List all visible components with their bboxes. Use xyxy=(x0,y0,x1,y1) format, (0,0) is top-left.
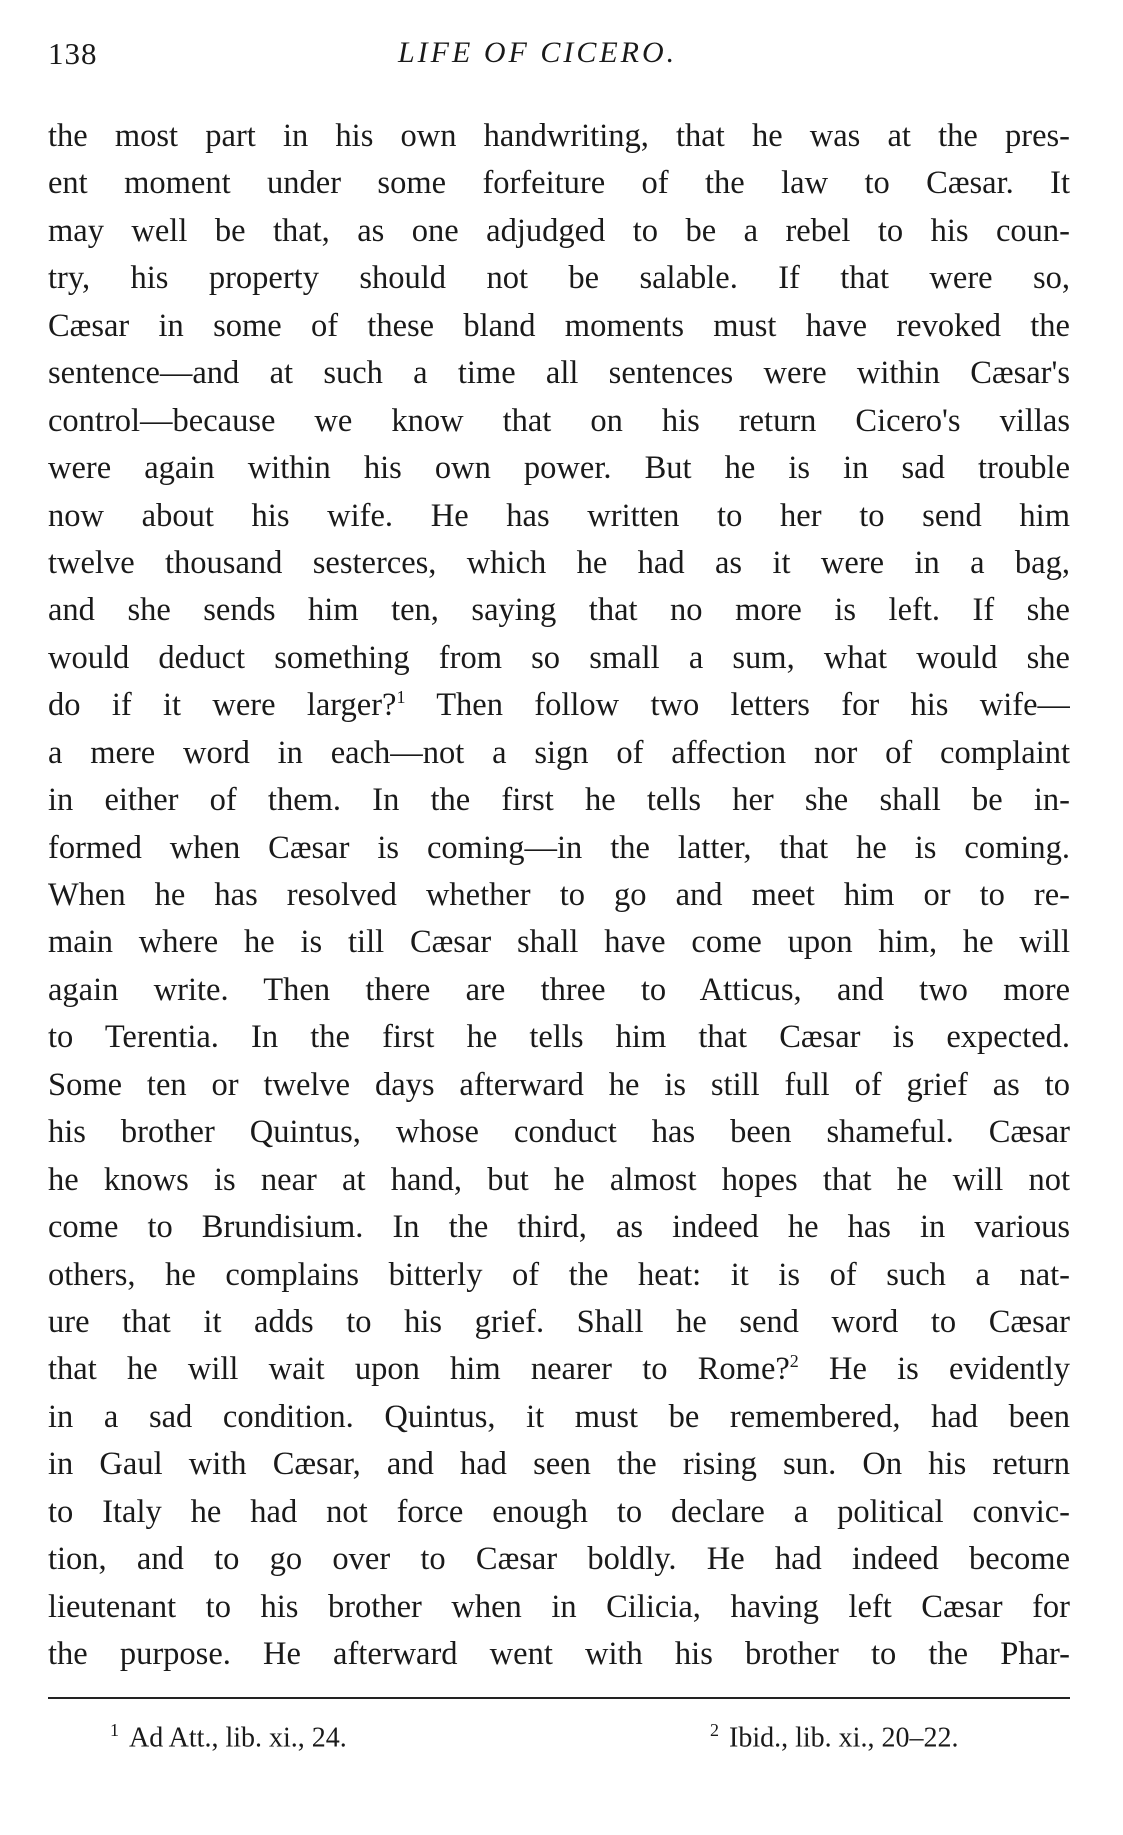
footnote-marker: 1 xyxy=(110,1720,119,1740)
footnote-reference: 1 xyxy=(396,687,406,708)
running-title: LIFE OF CICERO. xyxy=(398,36,678,69)
text-fragment: do if it were larger? xyxy=(48,687,397,724)
text-line: twelve thousand sesterces, which he had as it were in a bag, xyxy=(48,544,1070,581)
text-line xyxy=(48,1346,1070,1393)
text-line: tion, and to go over to Cæsar boldly. He had indeed become xyxy=(48,1541,1070,1578)
text-line: to Terentia. In the first he tells him that Cæsar is expected. xyxy=(48,1019,1070,1056)
body-text xyxy=(48,113,1070,1678)
footnotes xyxy=(0,1720,1123,1770)
text-line: in a sad condition. Quintus, it must be remembered, had been xyxy=(48,1398,1070,1435)
text-fragment: Then follow two letters for his wife— xyxy=(405,687,1070,724)
text-line: Some ten or twelve days afterward he is still full of grief as to xyxy=(48,1066,1070,1103)
footnote-reference: 2 xyxy=(789,1351,799,1372)
text-line: the most part in his own handwriting, that he was at the pres- xyxy=(48,118,1070,154)
text-line: in either of them. In the first he tells her she shall be in- xyxy=(48,782,1070,819)
text-line: and she sends him ten, saying that no more is left. If she xyxy=(48,592,1070,629)
text-line: When he has resolved whether to go and meet him or to re- xyxy=(48,877,1070,913)
text-line: come to Brundisium. In the third, as indeed he has in various xyxy=(48,1209,1070,1246)
text-line: try, his property should not be salable. If that were so, xyxy=(48,260,1070,297)
footnote-text: Ad Att., lib. xi., 24. xyxy=(129,1722,347,1754)
footnote-marker: 2 xyxy=(710,1720,719,1740)
footnote-2 xyxy=(710,1720,958,1754)
text-line: a mere word in each—not a sign of affection nor of complaint xyxy=(48,734,1070,771)
text-line: ent moment under some forfeiture of the law to Cæsar. It xyxy=(48,165,1070,202)
text-fragment: that he will wait upon him nearer to Rome? xyxy=(48,1351,790,1388)
text-line: others, he complains bitterly of the heat: it is of such a nat- xyxy=(48,1256,1070,1293)
text-line: main where he is till Cæsar shall have come upon him, he will xyxy=(48,924,1070,961)
text-fragment: He is evidently xyxy=(798,1351,1070,1388)
footnote-text: Ibid., lib. xi., 20–22. xyxy=(729,1722,959,1754)
text-line: the purpose. He afterward went with his brother to the Phar- xyxy=(48,1636,1070,1672)
text-line: to Italy he had not force enough to declare a political convic- xyxy=(48,1493,1070,1530)
text-line: ure that it adds to his grief. Shall he send word to Cæsar xyxy=(48,1303,1070,1340)
text-line: sentence—and at such a time all sentences were within Cæsar's xyxy=(48,355,1070,392)
text-line: would deduct something from so small a sum, what would she xyxy=(48,639,1070,676)
text-line: his brother Quintus, whose conduct has been shameful. Cæsar xyxy=(48,1114,1070,1151)
page-number: 138 xyxy=(48,36,98,71)
text-line: again write. Then there are three to Atticus, and two more xyxy=(48,971,1070,1008)
text-line: formed when Cæsar is coming—in the latter, that he is coming. xyxy=(48,829,1070,866)
text-line: control—because we know that on his return Cicero's villas xyxy=(48,402,1070,439)
text-line: Cæsar in some of these bland moments must have revoked the xyxy=(48,307,1070,344)
text-line xyxy=(48,682,1070,729)
text-line: lieutenant to his brother when in Cilicia, having left Cæsar for xyxy=(48,1588,1070,1625)
text-line: were again within his own power. But he is in sad trouble xyxy=(48,450,1070,487)
footnote-1 xyxy=(110,1720,347,1754)
text-line: may well be that, as one adjudged to be a rebel to his coun- xyxy=(48,212,1070,249)
text-line: in Gaul with Cæsar, and had seen the rising sun. On his return xyxy=(48,1446,1070,1483)
text-line: he knows is near at hand, but he almost hopes that he will not xyxy=(48,1161,1070,1198)
footnote-divider xyxy=(48,1697,1070,1699)
text-line: now about his wife. He has written to her to send him xyxy=(48,497,1070,534)
page-header xyxy=(48,28,1068,78)
